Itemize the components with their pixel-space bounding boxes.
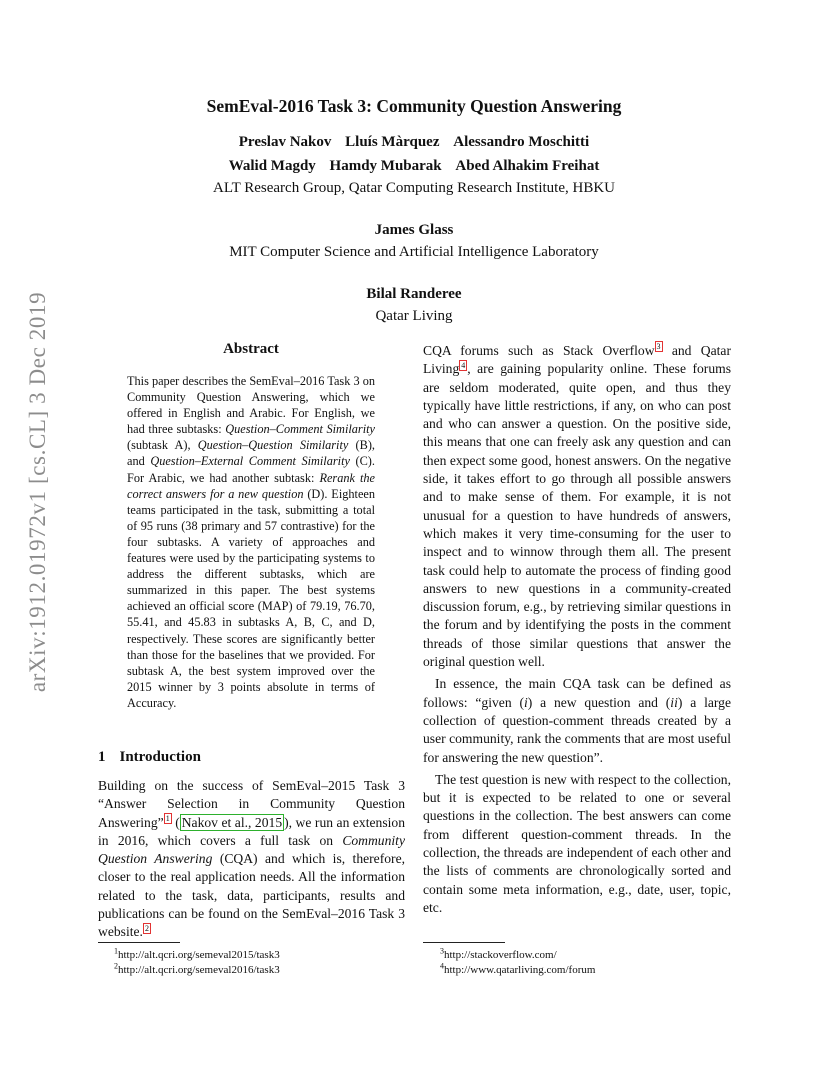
footnote: $^3$http://stackoverflow.com/ xyxy=(440,946,557,961)
author-name: Abed Alhakim Freihat xyxy=(455,158,600,174)
intro-paragraph: Building on the success of SemEval–2015 Task 3 “Answer Selection in Community Question Answering” $^1$ ( Nakov et al., 2015 ), we run an extension in 2016, which covers a full task on Community Question Answering (CQA) and which is, therefore, closer to the real application needs. All the information related to the task, data, participants, results and publications can be found on the SemEval–2016 Task 3 website. $^2$ xyxy=(98,778,405,940)
right-column xyxy=(423,342,731,921)
abstract-heading: Abstract xyxy=(223,341,279,357)
author-name: Bilal Randeree xyxy=(366,286,462,302)
author-name: Walid Magdy xyxy=(228,158,316,174)
paragraph: In essence, the main CQA task can be defined as follows: “given (i) a new question and (ii) a large collection of question-comment threads created by a user community, rank the comments that are most useful for answering the new question”. xyxy=(423,676,731,765)
abstract-body: This paper describes the SemEval–2016 Task 3 on Community Question Answering, which we offered in English and Arabic. For English, we had three subtasks: Question–Comment Similarity (subtask A), Question–Question Similarity (B), and Question–External Comment Similarity (C). For Arabic, we had another subtask: Rerank the correct answers for a new question (D). Eighteen teams participated in the task, submitting a total of 95 runs (38 primary and 57 contrastive) for the four subtasks. A variety of approaches and features were used by the participating systems to address the different subtasks, which are summarized in this paper. The best systems achieved an official score (MAP) of 79.19, 76.70, 55.41, and 45.83 in subtasks A, B, C, and D, respectively. These scores are significantly better than those for the baselines that we provided. For subtask A, the best system improved over the 2015 winner by 3 points absolute in terms of Accuracy. xyxy=(127,374,376,710)
author-name: Alessandro Moschitti xyxy=(453,134,590,150)
author-line-2 xyxy=(0,154,828,178)
footnote-rule xyxy=(423,942,505,943)
footnote-link-2[interactable]: 2 xyxy=(144,923,149,933)
footnote: $^4$http://www.qatarliving.com/forum xyxy=(440,961,596,976)
affiliation: ALT Research Group, Qatar Computing Research Institute, HBKU xyxy=(212,180,615,196)
arxiv-stamp xyxy=(18,292,58,692)
footnote-link-4[interactable]: 4 xyxy=(461,360,466,370)
author-name: James Glass xyxy=(374,222,454,238)
section-number: 1 xyxy=(98,749,106,765)
affiliation: MIT Computer Science and Artificial Intelligence Laboratory xyxy=(229,244,599,260)
arxiv-id: arXiv:1912.01972v1 [cs.CL] 3 Dec 2019 xyxy=(25,291,51,693)
paragraph: The test question is new with respect to the collection, but it is expected to be related to one or several questions in the collection. The best answers can come from different question-comment threads. In the collection, the threads are independent of each other and the lists of comments are chronologically sorted and contain some meta information, e.g., date, user, topic, etc. xyxy=(423,771,731,915)
footnote-rule xyxy=(98,942,180,943)
affiliation: Qatar Living xyxy=(375,308,453,324)
section-heading xyxy=(98,749,201,766)
footnote: $^1$http://alt.qcri.org/semeval2015/task3 xyxy=(114,946,280,961)
author-name: Lluís Màrquez xyxy=(345,134,440,150)
footnote-link-1[interactable]: 1 xyxy=(165,814,170,824)
footnote-link-3[interactable]: 3 xyxy=(656,342,661,352)
author-name: Preslav Nakov xyxy=(238,134,332,150)
author-name: Hamdy Mubarak xyxy=(329,158,442,174)
section-title: Introduction xyxy=(119,749,201,765)
author-line-1 xyxy=(0,130,828,154)
citation-link[interactable]: Nakov et al., 2015 xyxy=(181,814,283,830)
paragraph: CQA forums such as Stack Overflow $^3$ and Qatar Living $^4$ , are gaining popularity online. These forums are seldom moderated, quite open, and thus they typically have little restrictions, if any, on who can post and who can answer a question. On the positive side, this means that one can freely ask any question and can then expect some good, honest answers. On the negative side, it takes effort to go through all possible answers and to make sense of them. For example, it is not unusual for a question to have hundreds of answers, which makes it very time-consuming for the user to inspect and to winnow through them all. The present task could help to automate the process of finding good answers to new questions in a community-created discussion forum, e.g., by retrieving similar questions in the forum and by identifying the posts in the comment threads of those similar questions that answer the original question well. xyxy=(423,342,731,670)
paper-title: SemEval-2016 Task 3: Community Question Answering xyxy=(206,96,622,116)
footnote: $^2$http://alt.qcri.org/semeval2016/task3 xyxy=(114,961,280,976)
paper-header xyxy=(0,96,828,326)
